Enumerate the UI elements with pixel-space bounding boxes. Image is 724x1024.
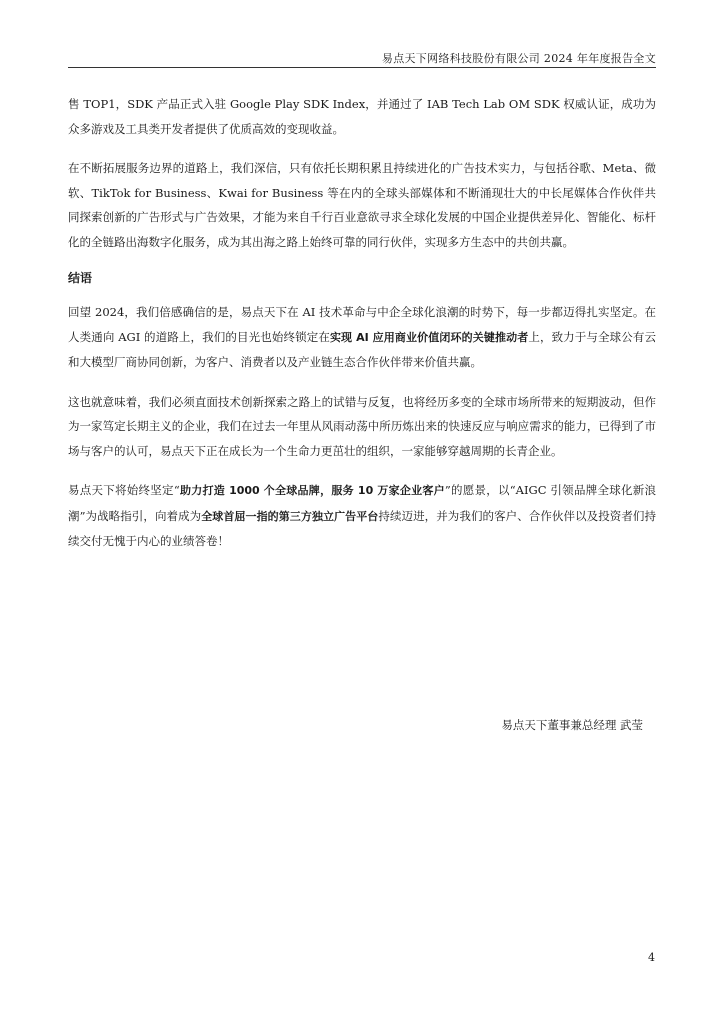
bold-emphasis: 全球首屈一指的第三方独立广告平台 [201, 509, 379, 523]
page-header-title: 易点天下网络科技股份有限公司 2024 年年度报告全文 [381, 52, 656, 65]
paragraph-conclusion-vision [68, 478, 656, 554]
signature: 易点天下董事兼总经理 武莹 [501, 718, 643, 732]
bold-emphasis: 实现 AI 应用商业价值闭环的关键推动者 [329, 330, 529, 344]
paragraph-conclusion-long-term: 这也就意味着，我们必须直面技术创新探索之路上的试错与反复，也将经历多变的全球市场所带来的短期波动，但作为一家笃定长期主义的企业，我们在过去一年里从风雨动荡中所历炼出来的快速反应与响应需求的能力，已得到了市场与客户的认可，易点天下正在成长为一个生命力更茁壮的组织，一家能够穿越周期的长青企业。 [68, 394, 656, 458]
paragraph-text: 回望 2024，我们倍感确信的是，易点天下在 AI 技术革命与中企全球化浪潮的时势下，每一步都迈得扎实坚定。在人类通向 AGI 的道路上，我们的目光也始终锁定在 [68, 305, 656, 344]
section-heading-conclusion: 结语 [68, 271, 93, 285]
paragraph-text: 上，致力于与全球公有云和大模型厂商协同创新，为客户、消费者以及产业链生态合作伙伴带来价值共赢。 [68, 329, 657, 369]
paragraph-text: 持续迈进，并为我们的客户、合作伙伴以及投资者们持续交付无愧于内心的业绩答卷！ [68, 508, 656, 548]
paragraph-text: ”的愿景，以“AIGC 引领品牌全球化新浪潮”为战略指引，向着成为 [68, 483, 656, 523]
bold-emphasis: 助力打造 1000 个全球品牌，服务 10 万家企业客户 [179, 484, 445, 497]
paragraph-conclusion-review [68, 300, 656, 375]
page-number: 4 [648, 951, 655, 964]
paragraph-sdk-monetization: 售 TOP1，SDK 产品正式入驻 Google Play SDK Index，并通过了 IAB Tech Lab OM SDK 权威认证，成功为众多游戏及工具类开发者提供了优质高效的变现收益。 [68, 97, 656, 136]
paragraph-text: 易点天下将始终坚定“ [68, 483, 180, 497]
paragraph-service-boundary: 在不断拓展服务边界的道路上，我们深信，只有依托长期积累且持续进化的广告技术实力，与包括谷歌、Meta、微软、TikTok for Business、Kwai for Business 等在内的全球头部媒体和不断涌现壮大的中长尾媒体合作伙伴共同探索创新的广告形式与广告效果，才能为来自千行百业意欲寻求全球化发展的中国企业提供差异化、智能化、标杆化的全链路出海数字化服务，成为其出海之路上始终可靠的同行伙伴，实现多方生态中的共创共赢。 [68, 161, 656, 249]
header-divider [68, 67, 656, 68]
document-body [68, 92, 656, 569]
